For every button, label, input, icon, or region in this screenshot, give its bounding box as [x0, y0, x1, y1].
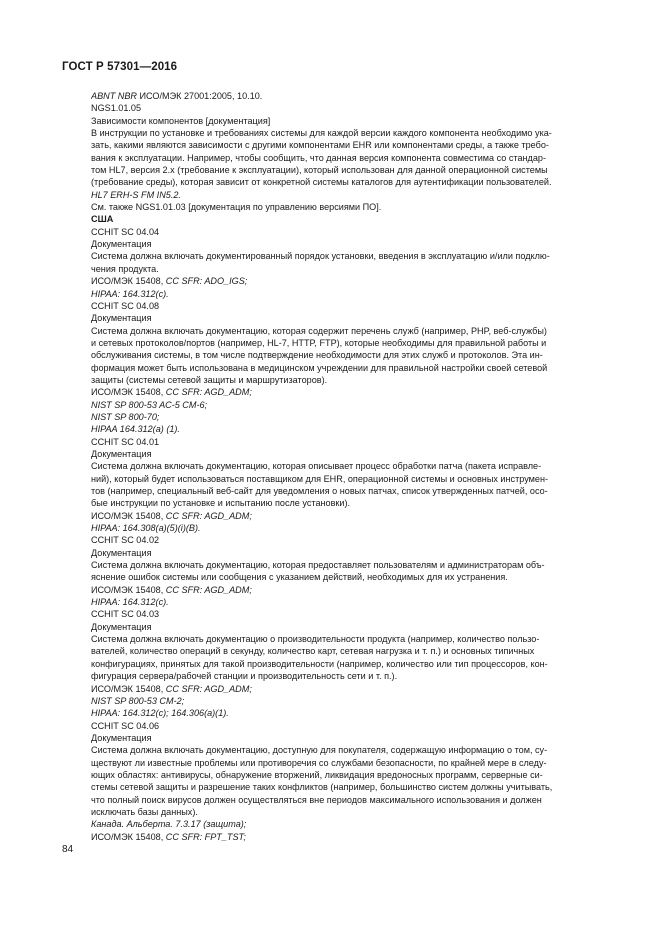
text-line: CCHIT SC 04.08	[91, 300, 160, 311]
text-line	[91, 831, 599, 843]
text-line: что полный поиск вирусов должен осуществляться вне периодов максимального использования и должен	[91, 794, 542, 805]
text-line: ющих областях: антивирусы, обнаружение вторжений, ликвидация вредоносных программ, серверные си-	[91, 769, 543, 780]
text-line: Система должна включать документацию, которая содержит перечень служб (например, PHP, веб-службы)	[91, 325, 547, 336]
text-line: HIPAA: 164.312(c); 164.306(a)(1).	[91, 708, 229, 719]
text-line: вателей, количество операций в секунду, количество карт, сетевая нагрузка и т. п.) и основных типичных	[91, 646, 535, 657]
text-line: См. также NGS1.01.03 [документация по управлению версиями ПО].	[91, 202, 382, 213]
text-line: том HL7, версия 2.x (требование к эксплуатации), который использован для данной операционной системы	[91, 165, 548, 176]
text-line: США	[91, 214, 114, 225]
text-fragment: ИСО/МЭК 15408,	[91, 276, 166, 287]
text-line: Документация	[91, 448, 152, 459]
text-line: HIPAA: 164.308(a)(5)(i)(B).	[91, 523, 201, 534]
text-line: фигурация сервера/рабочей станции и производительность сети и т. п.).	[91, 671, 398, 682]
text-line: Система должна включать документацию, доступную для покупателя, содержащую информацию о том, су-	[91, 745, 548, 756]
text-line: Документация	[91, 313, 152, 324]
text-line: CCHIT SC 04.02	[91, 535, 160, 546]
text-line: Документация	[91, 621, 152, 632]
text-line: Зависимости компонентов [документация]	[91, 115, 271, 126]
page-number: 84	[62, 844, 74, 855]
text-line: и сетевых протоколов/портов (например, HL-7, HTTP, FTP), которые необходимы для правильной работы и	[91, 337, 547, 348]
text-fragment: CC SFR: ADO_IGS;	[165, 276, 248, 287]
text-line: Система должна включать документацию о производительности продукта (например, количество пользо-	[91, 634, 540, 645]
text-line: тов (например, специальный веб-сайт для уведомления о новых патчах, список утвержденных патчей, осо-	[91, 486, 548, 496]
text-line: NIST SP 800-53 CM-2;	[91, 695, 185, 706]
text-line	[91, 584, 599, 596]
text-line	[91, 683, 599, 695]
text-fragment: CC SFR: AGD_ADM;	[165, 510, 252, 521]
text-line: HIPAA: 164.312(c).	[91, 288, 169, 299]
text-line: конфигурациях, принятых для такой производительности (например, количество или тип процессоров, кон-	[91, 658, 548, 669]
text-line: стемы сетевой защиты и разрешение таких конфликтов (например, большинство систем должны учитывать,	[91, 782, 553, 793]
text-line	[91, 275, 599, 287]
text-fragment: CC SFR: FPT_TST;	[165, 831, 246, 842]
text-fragment: CC SFR: AGD_ADM;	[165, 584, 252, 595]
text-fragment: ИСО/МЭК 15408,	[91, 510, 166, 521]
text-line: (требование среды), которая зависит от конкретной системы каталогов для аутентификации пользователей.	[91, 177, 552, 188]
text-line: зать, какими являются зависимости с другими компонентами EHR или компонентами среды, а также требо-	[91, 140, 549, 151]
text-line	[91, 90, 599, 102]
text-line: формация может быть использована в медицинском учреждении для правильной настройки своей сетевой	[91, 362, 548, 373]
text-line	[91, 510, 599, 522]
text-line: ний), который будет использоваться поставщиком для EHR, операционной системы и основных инструмен-	[91, 473, 549, 484]
text-fragment: ИСО/МЭК 15408,	[91, 683, 166, 694]
text-line: NGS1.01.05	[91, 103, 142, 114]
text-line: Система должна включать документацию, которая описывает процесс обработки патча (пакета исправле-	[91, 461, 542, 472]
text-fragment: ABNT NBR	[91, 91, 137, 101]
text-line: CCHIT SC 04.04	[91, 226, 160, 237]
text-line: Документация	[91, 732, 152, 743]
text-fragment: CC SFR: AGD_ADM;	[165, 683, 252, 694]
text-line: обслуживания системы, в том числе подтверждение необходимости для этих служб и протоколов. Эта ин-	[91, 350, 543, 361]
text-line: В инструкции по установке и требованиях системы для каждой версии каждого компонента необходимо ука-	[91, 128, 552, 139]
text-line: CCHIT SC 04.03	[91, 609, 160, 620]
text-line: Документация	[91, 239, 152, 250]
text-line: ществуют ли известные проблемы или противоречия со службами безопасности, по крайней мере в следу-	[91, 757, 547, 768]
document-body	[91, 90, 599, 843]
text-line: чения продукта.	[91, 263, 159, 274]
text-line: бые инструкции по установке и испытанию после установки).	[91, 498, 351, 509]
text-line	[91, 386, 599, 398]
text-line: CCHIT SC 04.01	[91, 436, 160, 447]
text-line: CCHIT SC 04.06	[91, 720, 160, 731]
text-line: исключать базы данных).	[91, 806, 198, 817]
document-header: ГОСТ Р 57301—2016	[62, 61, 178, 73]
text-line: Система должна включать документированный порядок установки, введения в эксплуатацию и/или подклю-	[91, 251, 550, 262]
text-line: NIST SP 800-53 AC-5 CM-6;	[91, 399, 208, 410]
text-line: HIPAA: 164.312(c).	[91, 597, 169, 608]
text-fragment: ИСО/МЭК 27001:2005, 10.10.	[136, 91, 263, 101]
text-fragment: ИСО/МЭК 15408,	[91, 831, 166, 842]
text-line: HIPAA 164.312(a) (1).	[91, 424, 180, 435]
text-line: защиты (системы сетевой защиты и маршрутизаторов).	[91, 374, 328, 385]
text-line: HL7 ERH-S FM IN5.2.	[91, 189, 181, 200]
text-line: NIST SP 800-70;	[91, 411, 160, 422]
text-line: яснение ошибок системы или сообщения с указанием действий, необходимых для их устранения.	[91, 572, 508, 583]
text-line: Канада. Альберта. 7.3.17 (защита);	[91, 819, 247, 830]
text-fragment: ИСО/МЭК 15408,	[91, 584, 166, 595]
text-line: Документация	[91, 547, 152, 558]
text-fragment: ИСО/МЭК 15408,	[91, 387, 166, 398]
text-line: вания к эксплуатации. Например, чтобы сообщить, что данная версия компонента совместима со стандар-	[91, 152, 546, 163]
text-line: Система должна включать документацию, которая предоставляет пользователям и администраторам объ-	[91, 560, 545, 571]
text-fragment: CC SFR: AGD_ADM;	[165, 387, 252, 398]
